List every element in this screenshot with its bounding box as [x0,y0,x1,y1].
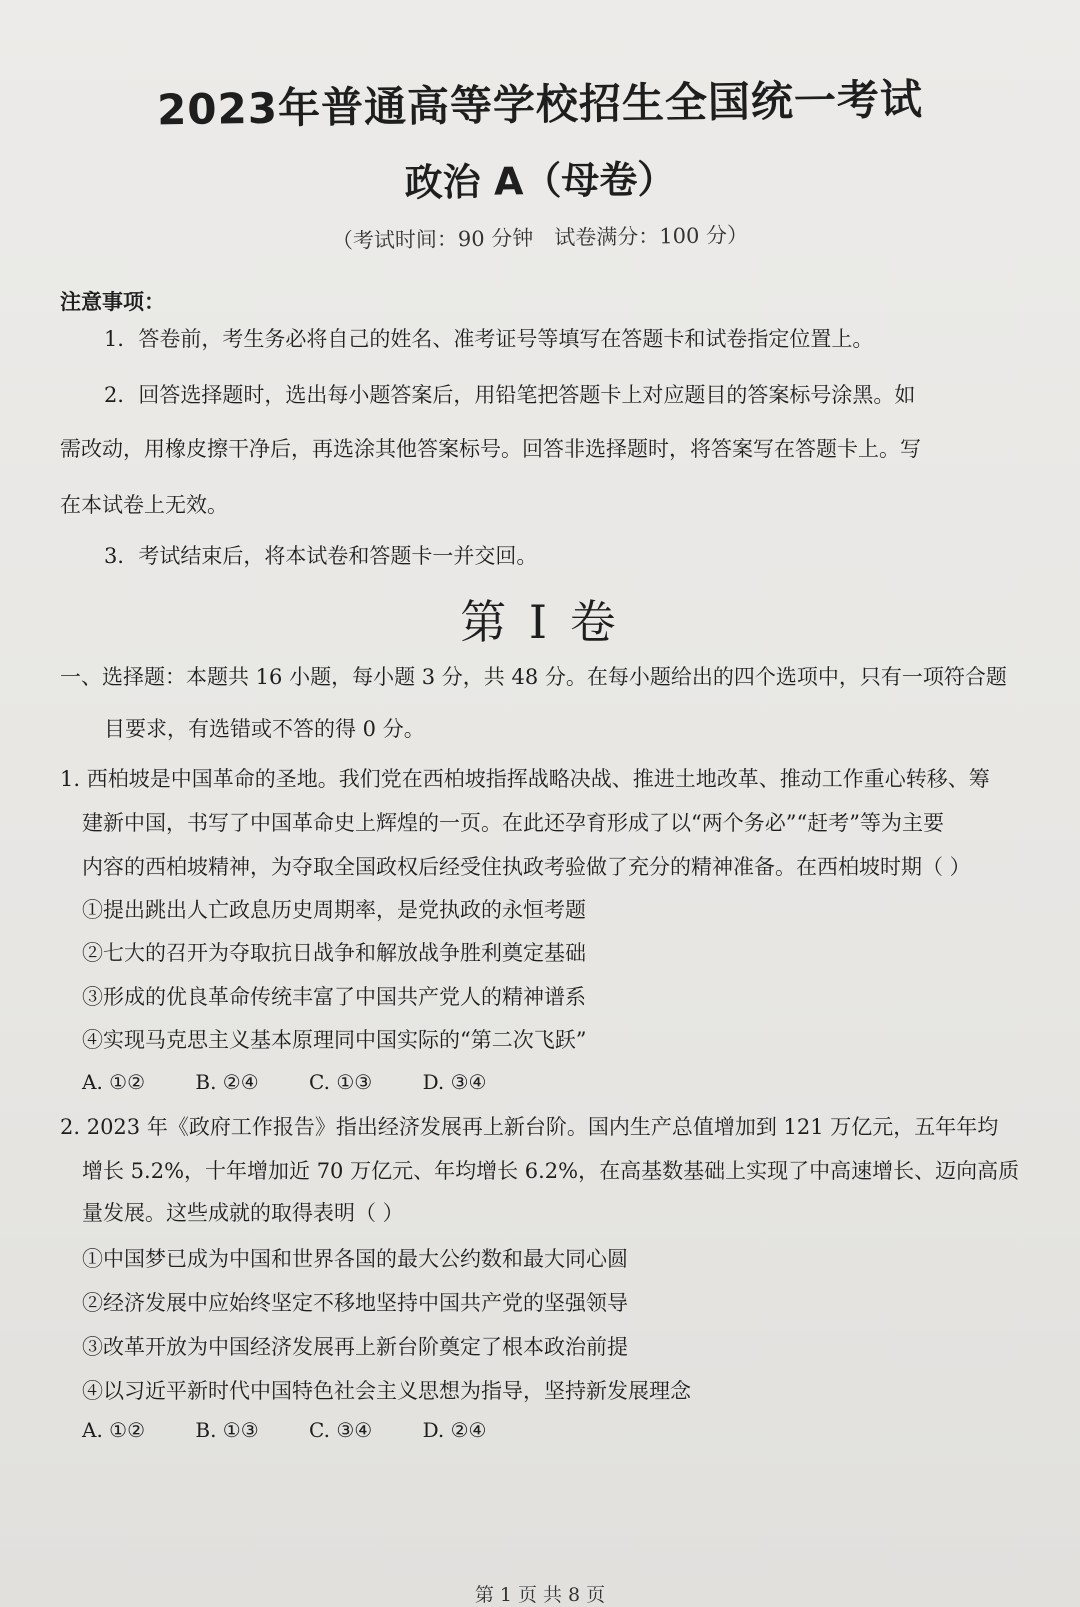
question-stem-line: 建新中国，书写了中国革命史上辉煌的一页。在此还孕育形成了以“两个务必”“赶考”等为主要 [82,811,944,835]
question-statement: ④以习近平新时代中国特色社会主义思想为指导，坚持新发展理念 [82,1379,691,1403]
question-stem-line: 增长 5.2%，十年增加近 70 万亿元、年均增长 6.2%，在高基数基础上实现了中高速增长、迈向高质 [82,1159,1020,1183]
exam-title: 2023年普通高等学校招生全国统一考试 [156,74,924,135]
question-statement: ①中国梦已成为中国和世界各国的最大公约数和最大同心圆 [82,1247,628,1271]
answer-options [82,1418,530,1442]
question-stem-line: 2. 2023 年《政府工作报告》指出经济发展再上新台阶。国内生产总值增加到 121 万亿元，五年年均 [60,1115,999,1139]
option-c: C. ③④ [309,1418,373,1442]
question-stem-line: 1. 西柏坡是中国革命的圣地。我们党在西柏坡指挥战略决战、推进土地改革、推动工作重心转移、筹 [60,767,990,791]
answer-options [82,1070,530,1094]
question-stem-line: 量发展。这些成就的取得表明（ ） [82,1201,404,1225]
option-d: D. ③④ [422,1070,487,1094]
notice-line: 在本试卷上无效。 [60,493,228,517]
option-d: D. ②④ [422,1418,487,1442]
notice-line: 需改动，用橡皮擦干净后，再选涂其他答案标号。回答非选择题时，将答案写在答题卡上。写 [60,437,921,461]
option-c: C. ①③ [309,1070,373,1094]
option-a: A. ①② [82,1418,146,1442]
notice-line: 1．答卷前，考生务必将自己的姓名、准考证号等填写在答题卡和试卷指定位置上。 [104,327,874,351]
notice-line: 3．考试结束后，将本试卷和答题卡一并交回。 [104,544,538,568]
question-statement: ③改革开放为中国经济发展再上新台阶奠定了根本政治前提 [82,1335,628,1359]
question-statement: ②经济发展中应始终坚定不移地坚持中国共产党的坚强领导 [82,1291,628,1315]
notice-heading: 注意事项： [60,290,165,314]
option-a: A. ①② [82,1070,146,1094]
question-statement: ③形成的优良革命传统丰富了中国共产党人的精神谱系 [82,985,586,1009]
notice-line: 2．回答选择题时，选出每小题答案后，用铅笔把答题卡上对应题目的答案标号涂黑。如 [104,383,916,407]
question-statement: ②七大的召开为夺取抗日战争和解放战争胜利奠定基础 [82,941,586,965]
section-instruction: 一、选择题：本题共 16 小题，每小题 3 分，共 48 分。在每小题给出的四个选项中，只有一项符合题 [60,665,1007,689]
question-statement: ④实现马克思主义基本原理同中国实际的“第二次飞跃” [82,1028,587,1052]
exam-subtitle: 政治 A（母卷） [404,157,676,205]
question-statement: ①提出跳出人亡政息历史周期率，是党执政的永恒考题 [82,898,586,922]
section-instruction: 目要求，有选错或不答的得 0 分。 [104,717,425,741]
section-title: 第 I 卷 [460,595,620,649]
question-stem-line: 内容的西柏坡精神，为夺取全国政权后经受住执政考验做了充分的精神准备。在西柏坡时期（ ） [82,855,971,879]
page-footer: 第 1 页 共 8 页 [474,1584,606,1606]
exam-info: （考试时间：90 分钟 试卷满分：100 分） [331,223,749,253]
option-b: B. ②④ [195,1070,259,1094]
option-b: B. ①③ [195,1418,259,1442]
